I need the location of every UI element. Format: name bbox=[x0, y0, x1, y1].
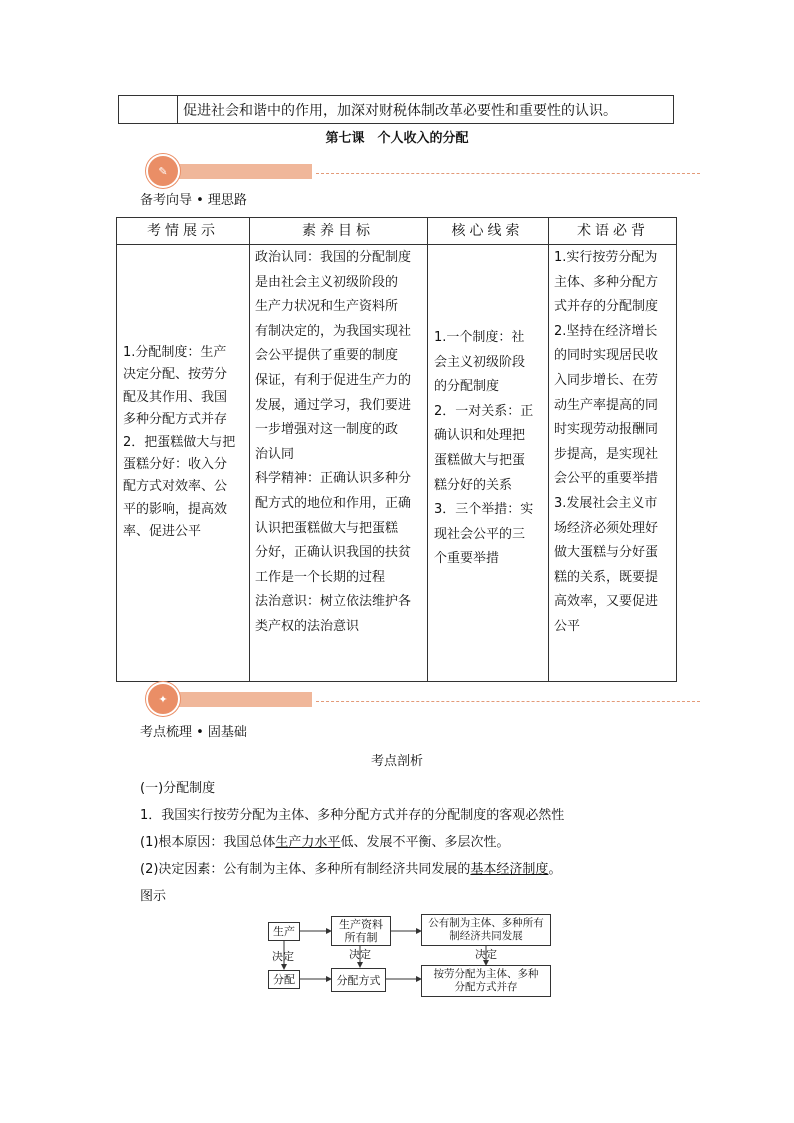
header-terms: 术语必背 bbox=[577, 223, 649, 239]
overview-table bbox=[116, 217, 677, 682]
literacy-cell: 政治认同：我国的分配制度 是由社会主义初级阶段的 生产力状况和生产资料所 有制决定的，为我国实现社 会公平提供了重要的制度 保证，有利于促进生产力的 发展，通过学习，我们要进 一步增强对这一制度的政 治认同 科学精神：正确认识多种分 配方式的地位和作用，正确 认识把蛋糕做大与把蛋糕 分好，正确认识我国的扶贫 工作是一个长期的过程 法治意识：树立依法维护各 类产权的法治意识 bbox=[255, 250, 412, 634]
clues-cell: 1.一个制度：社 会主义初级阶段 的分配制度 2．一对关系：正 确认识和处理把 蛋糕做大与把蛋 糕分好的关系 3．三个举措：实 现社会公平的三 个重要举措 bbox=[434, 330, 534, 567]
box-distribution-mode: 分配方式 bbox=[331, 968, 386, 992]
column-divider bbox=[427, 218, 428, 681]
label-decide-1: 决定 bbox=[272, 950, 294, 963]
point-1a: (1)根本原因：我国总体生产力水平低、发展不平衡、多层次性。 bbox=[140, 835, 510, 850]
header-divider bbox=[117, 244, 676, 245]
banner-dash-line bbox=[316, 173, 700, 174]
subsection-heading: (一)分配制度 bbox=[140, 781, 216, 796]
exam-cell: 1.分配制度：生产 决定分配、按劳分 配及其作用、我国 多种分配方式并存 2．把蛋糕做大与把 蛋糕分好：收入分 配方式对效率、公 平的影响，提高效 率、促进公平 bbox=[123, 345, 236, 540]
terms-cell: 1.实行按劳分配为 主体、多种分配方 式并存的分配制度 2.坚持在经济增长 的同时实现居民收 入同步增长、在劳 动生产率提高的同 时实现劳动报酬同 步提高，是实现社 会公平的重要举措 3.发展社会主义市 场经济必须处理好 做大蛋糕与分好蛋 糕的关系，既要提 高效率，又要促进 公平 bbox=[554, 250, 659, 634]
label-decide-3: 决定 bbox=[475, 948, 497, 961]
section-banner-guide bbox=[150, 155, 700, 181]
box-distribution: 分配 bbox=[268, 970, 300, 989]
column-divider bbox=[249, 218, 250, 681]
pen-badge-icon: ✎ bbox=[146, 154, 180, 188]
lesson-title: 第七课 个人收入的分配 bbox=[325, 131, 469, 146]
underlined-term: 基本经济制度 bbox=[470, 862, 549, 877]
box-production: 生产 bbox=[268, 922, 300, 941]
analysis-title: 考点剖析 bbox=[370, 754, 423, 769]
section-label-review: 考点梳理 • 固基础 bbox=[140, 725, 247, 740]
previous-table-row bbox=[118, 95, 674, 124]
label-decide-2: 决定 bbox=[349, 948, 371, 961]
diagram-label: 图示 bbox=[140, 889, 167, 904]
banner-dash-line bbox=[316, 701, 700, 702]
header-literacy: 素养目标 bbox=[302, 223, 374, 239]
box-ownership: 生产资料 所有制 bbox=[331, 916, 391, 946]
box-economic-system: 公有制为主体、多种所有 制经济共同发展 bbox=[421, 914, 551, 946]
book-badge-icon: ✦ bbox=[146, 682, 180, 716]
column-divider bbox=[548, 218, 549, 681]
row-text: 促进社会和谐中的作用，加深对财税体制改革必要性和重要性的认识。 bbox=[183, 103, 617, 119]
header-clues: 核心线索 bbox=[451, 223, 524, 239]
header-exam: 考情展示 bbox=[147, 223, 219, 239]
point-1: 1．我国实行按劳分配为主体、多种分配方式并存的分配制度的客观必然性 bbox=[140, 808, 565, 823]
underlined-term: 生产力水平 bbox=[275, 835, 341, 850]
box-distribution-system: 按劳分配为主体、多种 分配方式并存 bbox=[421, 965, 551, 997]
section-label-guide: 备考向导 • 理思路 bbox=[140, 193, 247, 208]
point-1b: (2)决定因素：公有制为主体、多种所有制经济共同发展的基本经济制度。 bbox=[140, 862, 562, 877]
section-banner-review bbox=[150, 683, 700, 709]
empty-cell bbox=[119, 96, 178, 123]
